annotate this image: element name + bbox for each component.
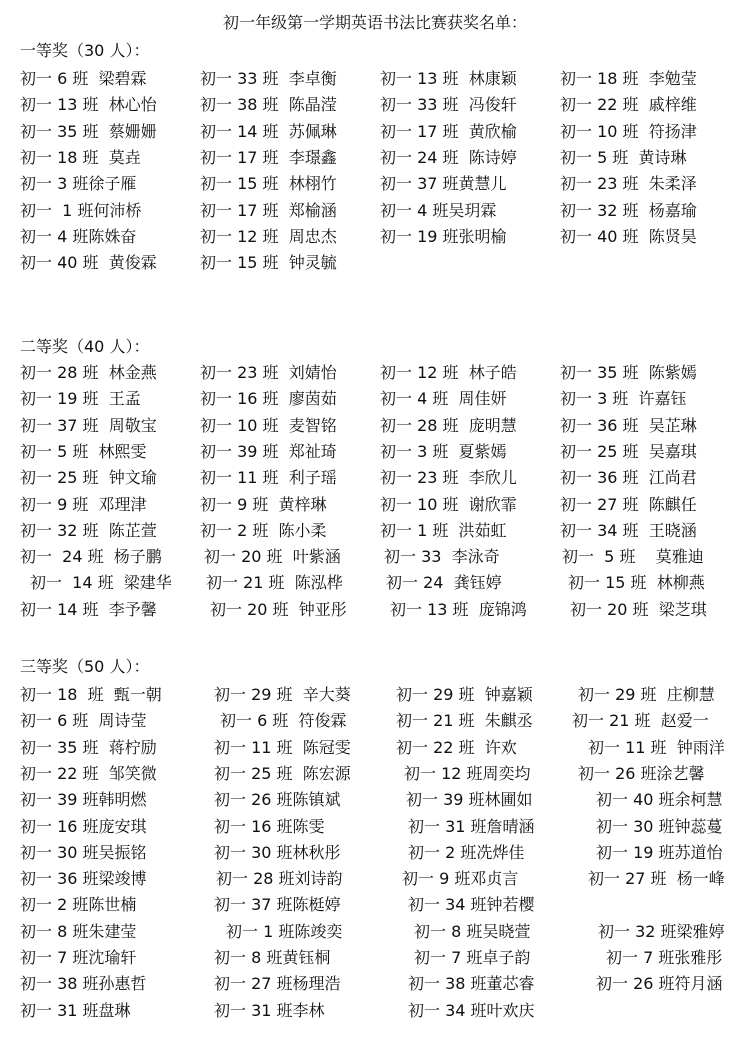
winner-entry: 初一 29 班 钟嘉颖 (396, 685, 533, 704)
winner-entry: 初一 33 李泳奇 (384, 547, 500, 566)
winner-entry: 初一 18 班 甄一朝 (20, 685, 162, 704)
winner-entry: 初一 8 班朱建莹 (20, 922, 137, 941)
winner-entry: 初一 40 班 黄俊霖 (20, 253, 157, 272)
winner-entry: 初一 1 班陈竣奕 (226, 922, 343, 941)
winner-entry: 初一 36 班梁竣博 (20, 869, 147, 888)
second-prize-heading: 二等奖（40 人）： (20, 337, 150, 356)
winner-entry: 初一 20 班 叶紫涵 (204, 547, 341, 566)
winner-entry: 初一 19 班苏道怡 (596, 843, 723, 862)
winner-entry: 初一 27 班 杨一峰 (588, 869, 725, 888)
winner-entry: 初一 37 班陈梃婷 (214, 895, 341, 914)
winner-entry: 初一 30 班林秋彤 (214, 843, 341, 862)
winner-entry: 初一 36 班 吴芷琳 (560, 416, 697, 435)
winner-entry: 初一 14 班 苏佩琳 (200, 122, 337, 141)
winner-entry: 初一 17 班 黄欣榆 (380, 122, 517, 141)
winner-entry: 初一 23 班 李欣儿 (380, 468, 517, 487)
winner-entry: 初一 15 班 钟灵毓 (200, 253, 337, 272)
winner-entry: 初一 35 班 蒋柠励 (20, 738, 157, 757)
winner-entry: 初一 9 班 邓理津 (20, 495, 147, 514)
winner-entry: 初一 23 班 刘婧怡 (200, 363, 337, 382)
winner-entry: 初一 2 班陈世楠 (20, 895, 137, 914)
winner-entry: 初一 17 班 郑榆涵 (200, 201, 337, 220)
winner-entry: 初一 7 班沈瑜轩 (20, 948, 137, 967)
winner-entry: 初一 24 班 陈诗婷 (380, 148, 517, 167)
page-title: 初一年级第一学期英语书法比赛获奖名单： (222, 13, 527, 32)
winner-entry: 初一 8 班吴晓萱 (414, 922, 531, 941)
winner-entry: 初一 26 班符月涵 (596, 974, 723, 993)
winner-entry: 初一 32 班梁雅婷 (598, 922, 725, 941)
winner-entry: 初一 27 班杨理浩 (214, 974, 341, 993)
winner-entry: 初一 7 班张雅彤 (606, 948, 723, 967)
winner-entry: 初一 7 班卓子韵 (414, 948, 531, 967)
winner-entry: 初一 37 班黄慧儿 (380, 174, 507, 193)
winner-entry: 初一 13 班 庞锦鸿 (390, 600, 527, 619)
winner-entry: 初一 28 班 林金燕 (20, 363, 157, 382)
winner-entry: 初一 19 班 王孟 (20, 389, 141, 408)
winner-entry: 初一 6 班 符俊霖 (220, 711, 347, 730)
winner-entry: 初一 35 班 蔡姗姗 (20, 122, 157, 141)
winner-entry: 初一 38 班 陈晶滢 (200, 95, 337, 114)
winner-entry: 初一 3 班 许嘉钰 (560, 389, 687, 408)
winner-entry: 初一 11 班 钟雨洋 (588, 738, 725, 757)
winner-entry: 初一 31 班李林 (214, 1001, 325, 1020)
winner-entry: 初一 10 班 麦智铭 (200, 416, 337, 435)
winner-entry: 初一 36 班 江尚君 (560, 468, 697, 487)
winner-entry: 初一 13 班 林康颖 (380, 69, 517, 88)
winner-entry: 初一 31 班詹晴涵 (408, 817, 535, 836)
third-prize-heading: 三等奖（50 人）： (20, 657, 150, 676)
winner-entry: 初一 3 班 夏紫嫣 (380, 442, 507, 461)
winner-entry: 初一 16 班陈雯 (214, 817, 325, 836)
winner-entry: 初一 10 班 谢欣霏 (380, 495, 517, 514)
winner-entry: 初一 28 班 庞明慧 (380, 416, 517, 435)
winner-entry: 初一 22 班 邹笑微 (20, 764, 157, 783)
winner-entry: 初一 13 班 林心怡 (20, 95, 157, 114)
winner-entry: 初一 10 班 符扬津 (560, 122, 697, 141)
winner-entry: 初一 8 班黄钰桐 (214, 948, 331, 967)
winner-entry: 初一 2 班冼烨佳 (408, 843, 525, 862)
winner-entry: 初一 5 班 黄诗琳 (560, 148, 687, 167)
winner-entry: 初一 9 班邓贞言 (402, 869, 519, 888)
winner-entry: 初一 24 班 杨子鹏 (20, 547, 162, 566)
winner-entry: 初一 37 班 周敬宝 (20, 416, 157, 435)
winner-entry: 初一 30 班吴振铭 (20, 843, 147, 862)
winner-entry: 初一 18 班 莫垚 (20, 148, 141, 167)
winner-entry: 初一 18 班 李勉莹 (560, 69, 697, 88)
winner-entry: 初一 5 班 莫雅迪 (562, 547, 704, 566)
winner-entry: 初一 5 班 林熙雯 (20, 442, 147, 461)
winner-entry: 初一 15 班 林柳燕 (568, 573, 705, 592)
winner-entry: 初一 4 班陈姝奋 (20, 227, 137, 246)
winner-entry: 初一 14 班 李予馨 (20, 600, 157, 619)
winner-entry: 初一 12 班 周忠杰 (200, 227, 337, 246)
winner-entry: 初一 20 班 钟亚彤 (210, 600, 347, 619)
winner-entry: 初一 6 班 周诗莹 (20, 711, 147, 730)
winner-entry: 初一 22 班 戚梓维 (560, 95, 697, 114)
winner-entry: 初一 4 班吴玥霖 (380, 201, 497, 220)
winner-entry: 初一 19 班张明榆 (380, 227, 507, 246)
winner-entry: 初一 34 班叶欢庆 (408, 1001, 535, 1020)
winner-entry: 初一 16 班 廖茵茹 (200, 389, 337, 408)
winner-entry: 初一 14 班 梁建华 (30, 573, 172, 592)
winner-entry: 初一 40 班余柯慧 (596, 790, 723, 809)
winner-entry: 初一 21 班 朱麒丞 (396, 711, 533, 730)
winner-entry: 初一 6 班 梁碧霖 (20, 69, 147, 88)
winner-entry: 初一 26 班涂艺馨 (578, 764, 705, 783)
winner-entry: 初一 17 班 李璟鑫 (200, 148, 337, 167)
winner-entry: 初一 11 班 陈冠雯 (214, 738, 351, 757)
winner-entry: 初一 11 班 利子瑶 (200, 468, 337, 487)
winner-entry: 初一 32 班 杨嘉瑜 (560, 201, 697, 220)
winner-entry: 初一 27 班 陈麒任 (560, 495, 697, 514)
winner-entry: 初一 40 班 陈贤昊 (560, 227, 697, 246)
winner-entry: 初一 4 班 周佳妍 (380, 389, 507, 408)
winner-entry: 初一 25 班 吴嘉琪 (560, 442, 697, 461)
winner-entry: 初一 39 班 郑祉琦 (200, 442, 337, 461)
winner-entry: 初一 33 班 李卓衡 (200, 69, 337, 88)
winner-entry: 初一 16 班庞安琪 (20, 817, 147, 836)
winner-entry: 初一 21 班 陈泓桦 (206, 573, 343, 592)
winner-entry: 初一 3 班徐子雁 (20, 174, 137, 193)
winner-entry: 初一 30 班钟蕊蔓 (596, 817, 723, 836)
winner-entry: 初一 26 班陈镇斌 (214, 790, 341, 809)
winner-entry: 初一 29 班 庄柳慧 (578, 685, 715, 704)
first-prize-heading: 一等奖（30 人）： (20, 41, 150, 60)
winner-entry: 初一 21 班 赵爱一 (572, 711, 709, 730)
winner-entry: 初一 23 班 朱柔泽 (560, 174, 697, 193)
winner-entry: 初一 38 班孙惠哲 (20, 974, 147, 993)
winner-entry: 初一 29 班 辛大葵 (214, 685, 351, 704)
winner-entry: 初一 33 班 冯俊轩 (380, 95, 517, 114)
winner-entry: 初一 22 班 许欢 (396, 738, 517, 757)
winner-entry: 初一 34 班钟若樱 (408, 895, 535, 914)
winner-entry: 初一 15 班 林栩竹 (200, 174, 337, 193)
winner-entry: 初一 20 班 梁芝琪 (570, 600, 707, 619)
winner-entry: 初一 1 班何沛桥 (20, 201, 142, 220)
winner-entry: 初一 9 班 黄梓琳 (200, 495, 327, 514)
winner-entry: 初一 1 班 洪茹虹 (380, 521, 507, 540)
winner-entry: 初一 24 龚钰婷 (386, 573, 502, 592)
winner-entry: 初一 39 班林圃如 (406, 790, 533, 809)
winner-entry: 初一 31 班盘琳 (20, 1001, 131, 1020)
winner-entry: 初一 25 班 陈宏源 (214, 764, 351, 783)
winner-entry: 初一 28 班刘诗韵 (216, 869, 343, 888)
winner-entry: 初一 39 班韩明燃 (20, 790, 147, 809)
winner-entry: 初一 12 班周奕均 (404, 764, 531, 783)
winner-entry: 初一 2 班 陈小柔 (200, 521, 327, 540)
winner-entry: 初一 25 班 钟文瑜 (20, 468, 157, 487)
winner-entry: 初一 12 班 林子皓 (380, 363, 517, 382)
winner-entry: 初一 35 班 陈紫嫣 (560, 363, 697, 382)
winner-entry: 初一 34 班 王晓涵 (560, 521, 697, 540)
winner-entry: 初一 32 班 陈芷萱 (20, 521, 157, 540)
winner-entry: 初一 38 班董芯睿 (408, 974, 535, 993)
